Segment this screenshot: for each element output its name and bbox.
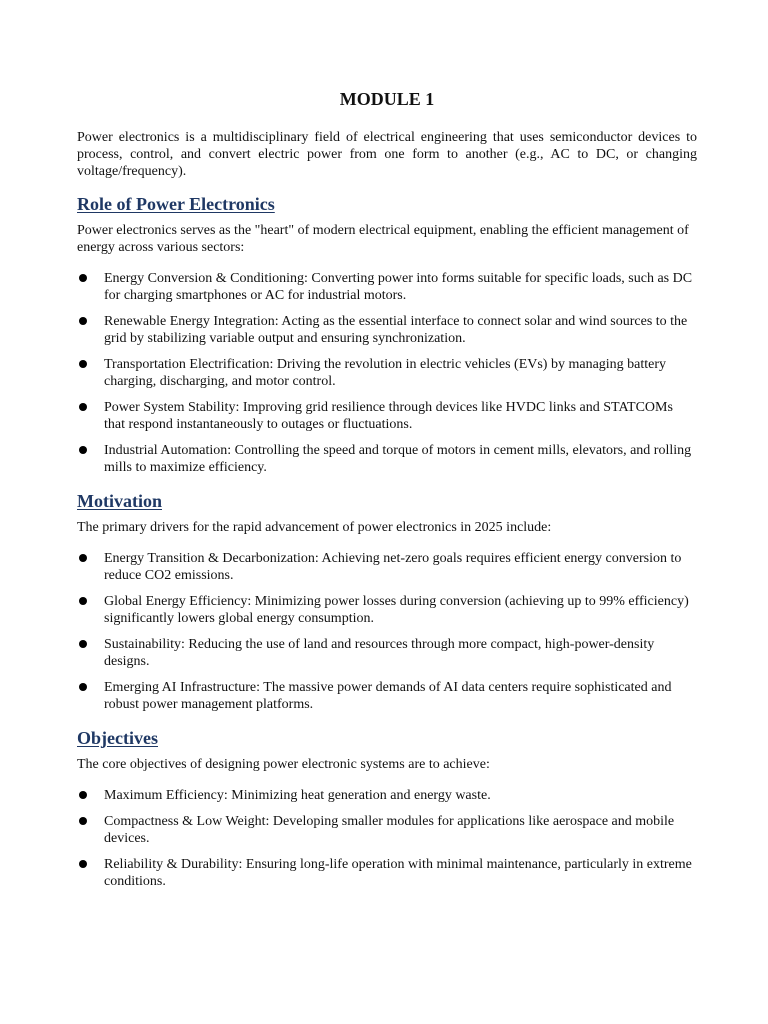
list-item-text: Energy Transition & Decarbonization: Achieving net-zero goals requires efficient energy conversion to reduce CO2 emissions.: [104, 551, 682, 583]
list-item-text: Maximum Efficiency: Minimizing heat generation and energy waste.: [104, 788, 491, 803]
list-item: [77, 313, 697, 347]
bullet-icon: [79, 817, 87, 825]
list-item-text: Emerging AI Infrastructure: The massive power demands of AI data centers require sophisticated and robust power management platforms.: [104, 680, 672, 712]
list-item-text: Compactness & Low Weight: Developing smaller modules for applications like aerospace and mobile devices.: [104, 814, 675, 846]
list-item-text: Power System Stability: Improving grid resilience through devices like HVDC links and STATCOMs that respond instantaneously to outages or fluctuations.: [104, 400, 673, 432]
section-role: [77, 193, 697, 476]
page-title: MODULE 1: [339, 89, 435, 109]
list-item-text: Renewable Energy Integration: Acting as the essential interface to connect solar and wind sources to the grid by stabilizing variable output and ensuring synchronization.: [104, 314, 688, 346]
list-item-text: Industrial Automation: Controlling the speed and torque of motors in cement mills, elevators, and rolling mills to maximize efficiency.: [104, 443, 692, 475]
list-item-text: Global Energy Efficiency: Minimizing power losses during conversion (achieving up to 99% efficiency) significantly lowers global energy consumption.: [104, 594, 689, 626]
list-item: [77, 356, 697, 390]
bullet-icon: [79, 597, 87, 605]
bullet-icon: [79, 640, 87, 648]
list-item: [77, 270, 697, 304]
bullet-icon: [79, 446, 87, 454]
list-item: [77, 593, 697, 627]
list-item: [77, 856, 697, 890]
bullet-icon: [79, 274, 87, 282]
section-objectives: [77, 727, 697, 890]
section-intro: Power electronics serves as the "heart" of modern electrical equipment, enabling the efficient management of energy across various sectors:: [77, 223, 689, 255]
list-item-text: Transportation Electrification: Driving the revolution in electric vehicles (EVs) by managing battery charging, discharging, and motor control.: [104, 357, 667, 389]
section-motivation: [77, 490, 697, 713]
bullet-icon: [79, 360, 87, 368]
bullet-icon: [79, 791, 87, 799]
intro-paragraph: Power electronics is a multidisciplinary field of electrical engineering that uses semiconductor devices to process, control, and convert electric power from one form to another (e.g., AC to DC, or changing voltage/frequency).: [77, 130, 697, 179]
list-item: [77, 550, 697, 584]
list-item-text: Sustainability: Reducing the use of land and resources through more compact, high-power-density designs.: [104, 637, 655, 669]
bullet-icon: [79, 554, 87, 562]
bullet-icon: [79, 683, 87, 691]
list-item: [77, 399, 697, 433]
bullet-icon: [79, 403, 87, 411]
section-heading: Objectives: [77, 728, 158, 748]
section-heading: Role of Power Electronics: [77, 194, 275, 214]
bullet-list: [77, 550, 697, 713]
list-item: [77, 679, 697, 713]
bullet-icon: [79, 317, 87, 325]
bullet-icon: [79, 860, 87, 868]
list-item-text: Reliability & Durability: Ensuring long-life operation with minimal maintenance, particularly in extreme conditions.: [104, 857, 692, 889]
section-intro: The primary drivers for the rapid advancement of power electronics in 2025 include:: [77, 520, 552, 535]
list-item: [77, 813, 697, 847]
list-item: [77, 442, 697, 476]
bullet-list: [77, 787, 697, 890]
list-item: [77, 787, 697, 804]
section-intro: The core objectives of designing power electronic systems are to achieve:: [77, 757, 490, 772]
list-item-text: Energy Conversion & Conditioning: Converting power into forms suitable for specific loads, such as DC for charging smartphones or AC for industrial motors.: [104, 271, 693, 303]
bullet-list: [77, 270, 697, 476]
list-item: [77, 636, 697, 670]
section-heading: Motivation: [77, 491, 162, 511]
